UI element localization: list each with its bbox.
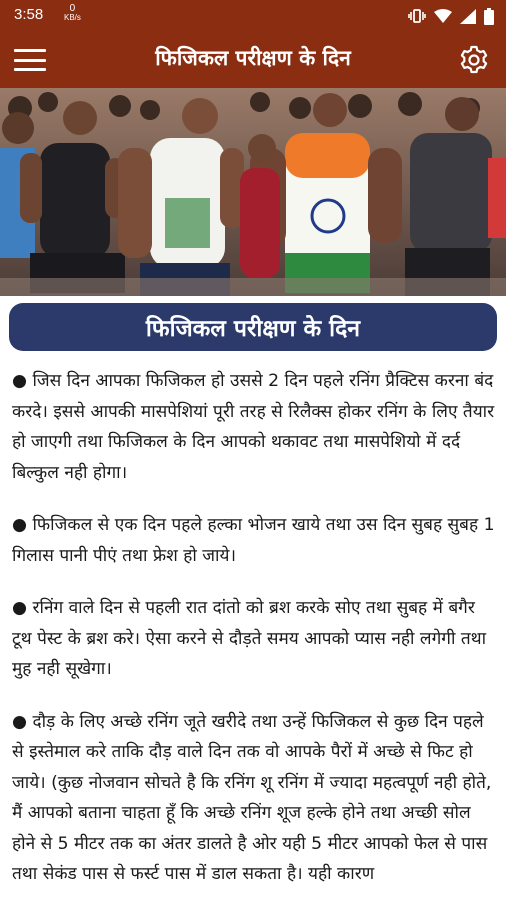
section-header: फिजिकल परीक्षण के दिन xyxy=(9,303,497,351)
article-content xyxy=(12,366,496,912)
network-speed-unit: KB/s xyxy=(64,13,81,22)
paragraph-2: ● फिजिकल से एक दिन पहले हल्का भोजन खाये तथा उस दिन सुबह सुबह 1 गिलास पानी पीएं तथा फ्रेश हो जाये। xyxy=(12,515,495,566)
paragraph-4: ● दौड़ के लिए अच्छे रनिंग जूते खरीदे तथा उन्हें फिजिकल से कुछ दिन पहले से इस्तेमाल करे ताकि दौड़ वाले दिन तक वो आपके पैरों में अच्छे से फिट हो जाये। (कुछ नोजवान सोचते है कि रनिंग शू रनिंग में ज्यादा महत्वपूर्ण नही होते, मैं आपको बताना चाहता हूँ कि अच्छे रनिंग शूज हल्के होने तथा अच्छी सोल होने से 5 मीटर तक का अंतर डालते है ओर यही 5 मीटर आपको फेल से पास तथा सेकंड पास से फर्स्ट पास में डाल सकता है। यही कारण xyxy=(12,711,492,884)
runners-photo xyxy=(0,88,506,296)
paragraph-1: ● जिस दिन आपका फिजिकल हो उससे 2 दिन पहले रनिंग प्रैक्टिस करना बंद करदे। इससे आपकी मासपेशियां पूरी तरह से रिलैक्स होकर रनिंग के लिए तैयार हो जाएगी तथा फिजिकल के दिन आपको थकावट तथा मासपेशियो में दर्द बिल्कुल नही होगा। xyxy=(12,371,495,483)
paragraph-3: ● रनिंग वाले दिन से पहली रात दांतो को ब्रश करके सोए तथा सुबह में बगैर टूथ पेस्ट के ब्रश करे। ऐसा करने से दौड़ते समय आपको प्यास नही लगेगी तथा मुह नही सूखेगा। xyxy=(12,598,487,679)
status-time: 3:58 xyxy=(14,6,44,23)
gear-icon[interactable] xyxy=(458,44,490,76)
hero-image xyxy=(0,88,506,296)
app-title: फिजिकल परीक्षण के दिन xyxy=(155,46,351,70)
network-speed xyxy=(64,3,81,22)
vibrate-icon xyxy=(408,8,426,24)
app-bar xyxy=(0,32,506,88)
signal-icon xyxy=(460,9,476,24)
battery-icon xyxy=(484,8,494,25)
status-icons xyxy=(408,7,494,25)
status-bar xyxy=(0,0,506,32)
wifi-icon xyxy=(434,9,452,24)
network-speed-value: 0 xyxy=(69,3,76,14)
